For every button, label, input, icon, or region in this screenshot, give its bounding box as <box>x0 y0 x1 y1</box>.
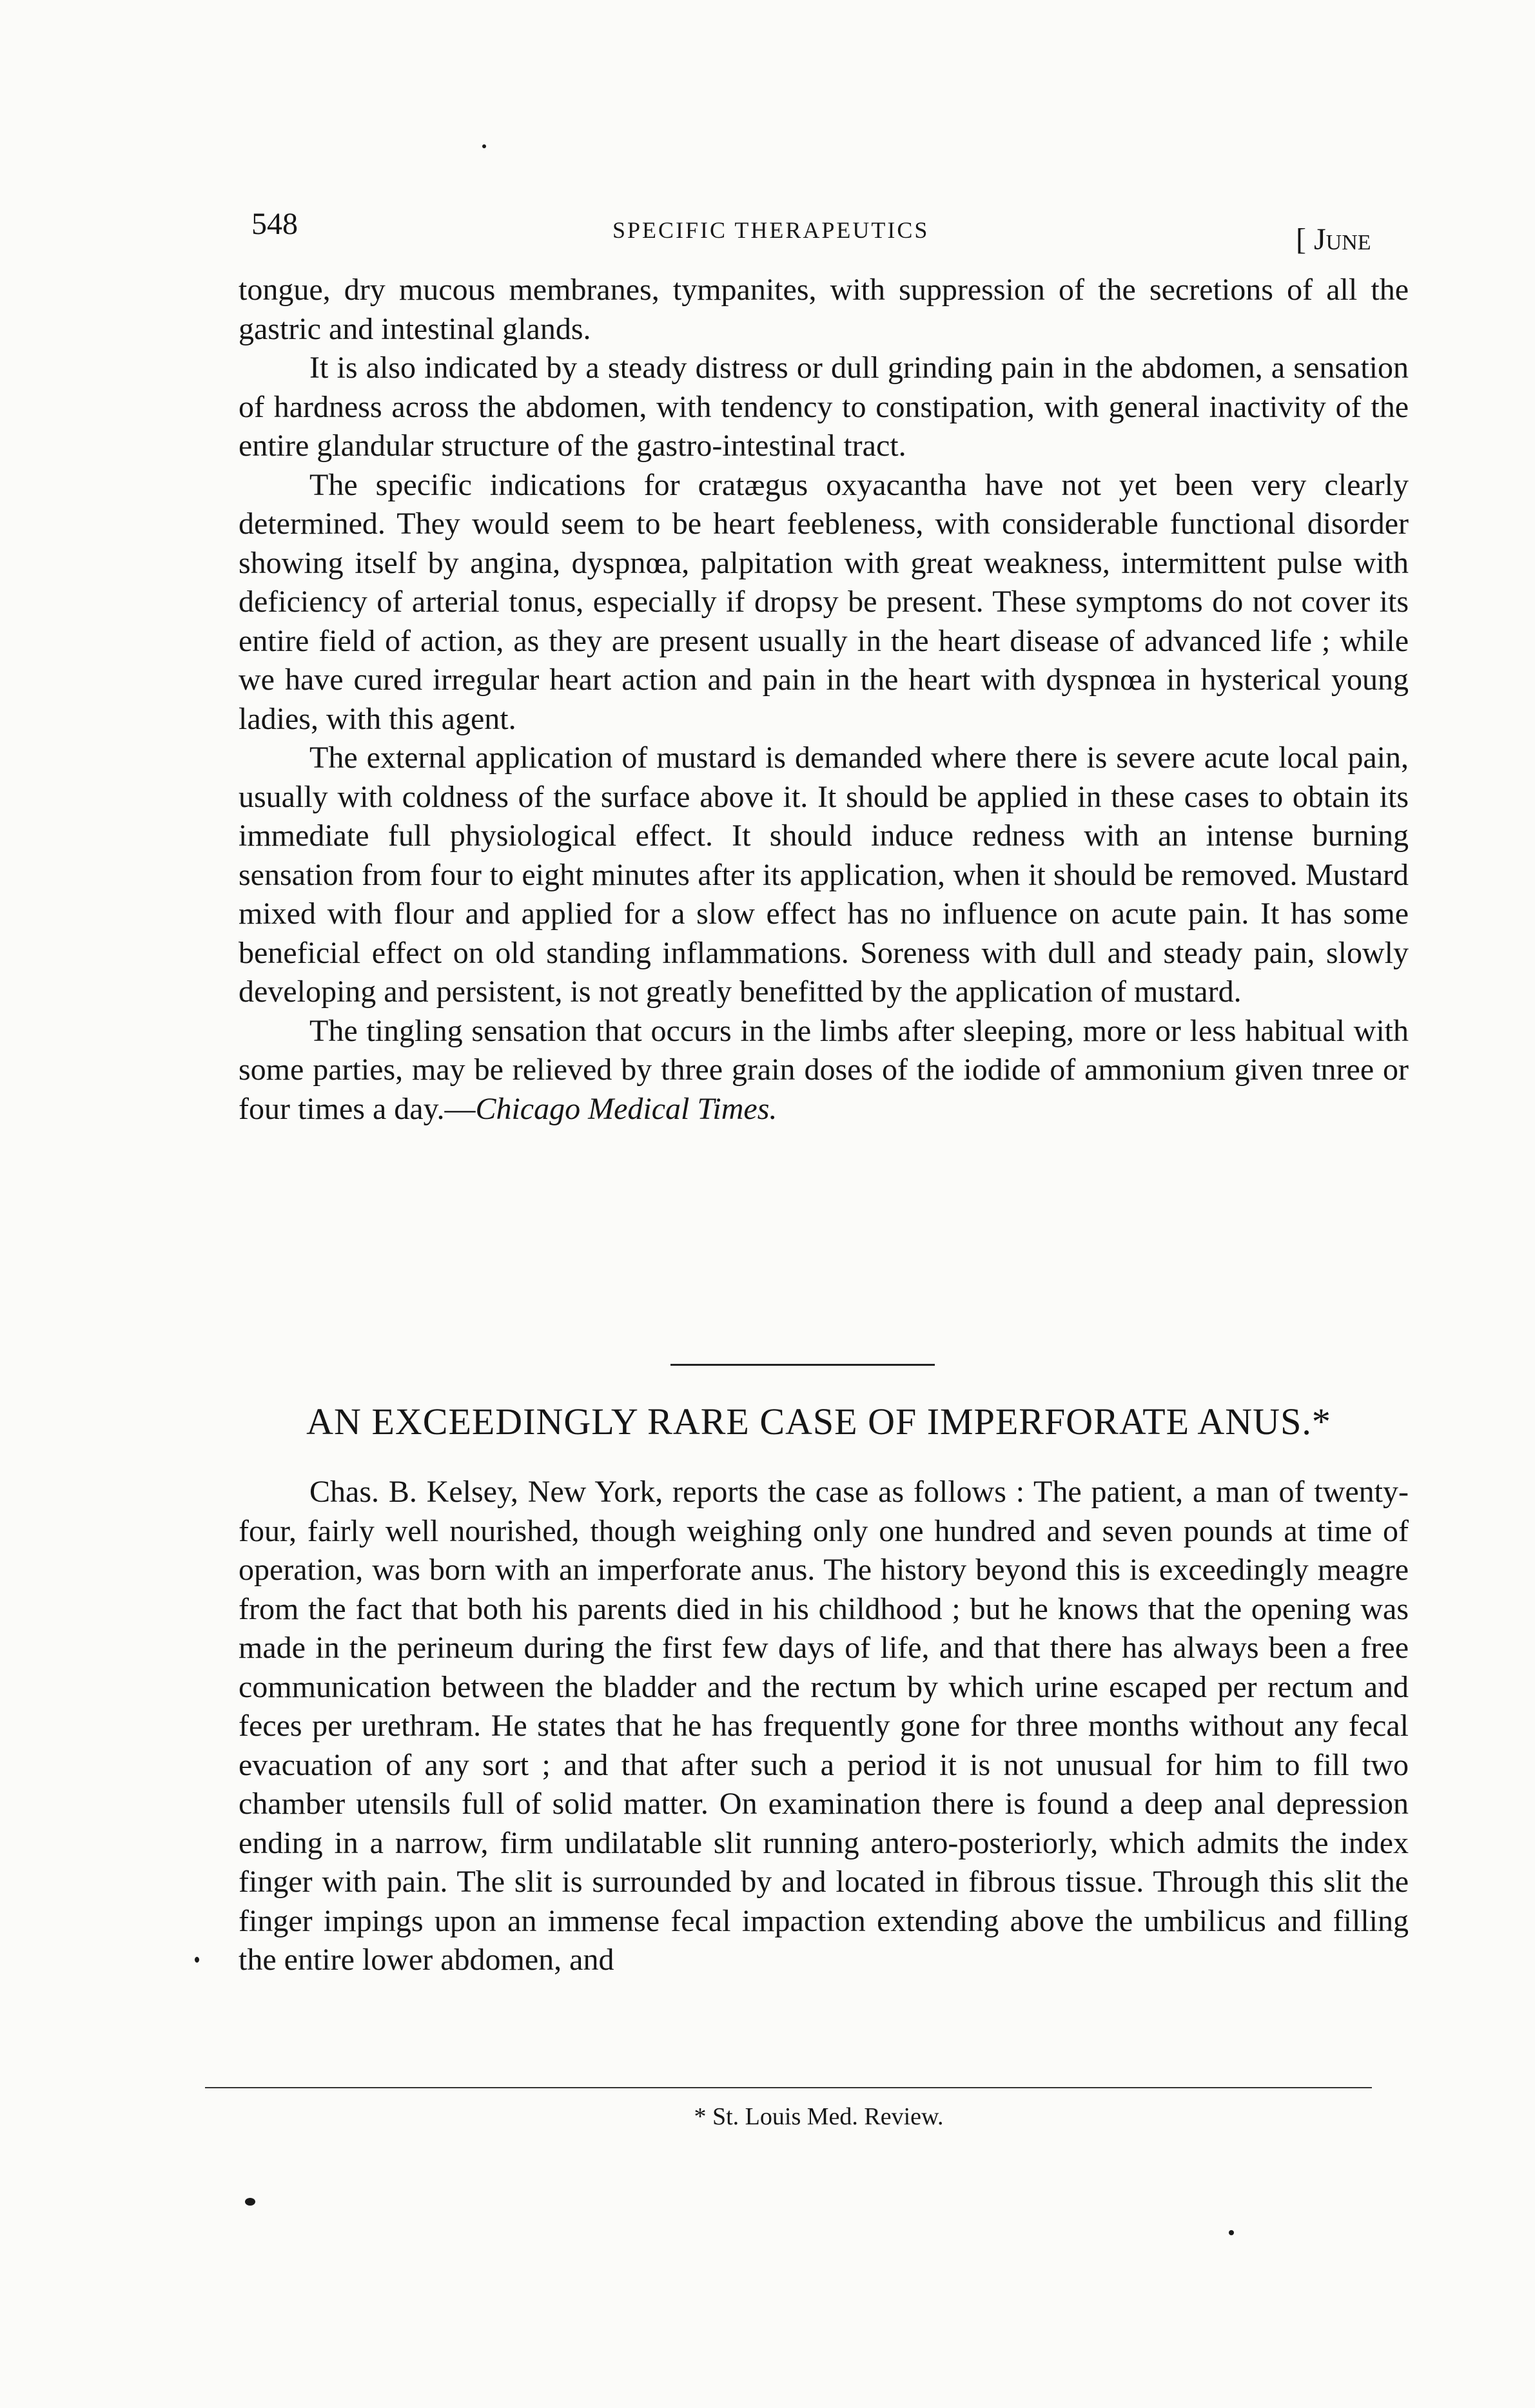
scan-speck <box>482 144 486 148</box>
paragraph: Chas. B. Kelsey, New York, reports the case as follows : The patient, a man of twenty-four, fairly well nourished, though weighing only one hundred and seven pounds at time of operation, was born with an imperforate anus. The history beyond this is exceedingly meagre from the fact that both his parents died in his childhood ; but he knows that the opening was made in the perineum during the first few days of life, and that there has always been a free communication between the bladder and the rectum by which urine escaped per rectum and feces per urethram. He states that he has frequently gone for three months without any fecal evacuation of any sort ; and that after such a period it is not unusual for him to fill two chamber utensils full of solid matter. On examination there is found a deep anal depression ending in a narrow, firm undilatable slit running antero-posteriorly, which admits the index finger with pain. The slit is surrounded by and located in fibrous tissue. Through this slit the finger impings upon an immense fecal impaction extending above the umbilicus and filling the entire lower abdomen, and <box>239 1475 1409 1977</box>
article-heading: AN EXCEEDINGLY RARE CASE OF IMPERFORATE ANUS.* <box>306 1401 1331 1442</box>
source-citation: Chicago Medical Times. <box>475 1091 777 1126</box>
running-head <box>251 193 1412 271</box>
paragraph-text: The tingling sensation that occurs in the limbs after sleeping, more or less habitual with some parties, may be relieved by three grain doses of the iodide of ammonium given tnree or four times a day.— <box>239 1013 1409 1126</box>
scan-speck <box>245 2198 255 2206</box>
running-title: SPECIFIC THERAPEUTICS <box>612 217 930 243</box>
paragraph: tongue, dry mucous membranes, tympanites, with suppression of the secretions of all the gastric and intestinal glands. <box>239 273 1409 346</box>
running-month: [ June <box>1296 222 1371 257</box>
continued-article <box>239 271 1409 1129</box>
paragraph: The external application of mustard is demanded where there is severe acute local pain, usually with coldness of the surface above it. It should be applied in these cases to obtain its immediate full physiological effect. It should induce redness with an intense burning sensation from four to eight minutes after its application, when it should be removed. Mustard mixed with flour and applied for a slow effect has no influence on acute pain. It has some beneficial effect on old standing inflammations. Soreness with dull and steady pain, slowly developing and persistent, is not greatly benefitted by the application of mustard. <box>239 741 1409 1009</box>
paragraph <box>239 1012 1409 1129</box>
footnote-divider <box>205 2087 1372 2088</box>
scan-speck <box>195 1957 199 1963</box>
article-body <box>239 1473 1409 1980</box>
page-number: 548 <box>251 207 298 241</box>
section-divider <box>670 1364 935 1366</box>
scan-speck <box>1229 2230 1234 2235</box>
paragraph: It is also indicated by a steady distress or dull grinding pain in the abdomen, a sensation of hardness across the abdomen, with tendency to constipation, with general inactivity of the entire glandular structure of the gastro-intestinal tract. <box>239 351 1409 463</box>
footnote: * St. Louis Med. Review. <box>694 2103 944 2130</box>
paragraph: The specific indications for cratægus oxyacantha have not yet been very clearly determined. They would seem to be heart feebleness, with considerable functional disorder showing itself by angina, dyspnœa, palpitation with great weakness, intermittent pulse with deficiency of arterial tonus, especially if dropsy be present. These symptoms do not cover its entire field of action, as they are present usually in the heart disease of advanced life ; while we have cured irregular heart action and pain in the heart with dyspnœa in hysterical young ladies, with this agent. <box>239 467 1409 736</box>
